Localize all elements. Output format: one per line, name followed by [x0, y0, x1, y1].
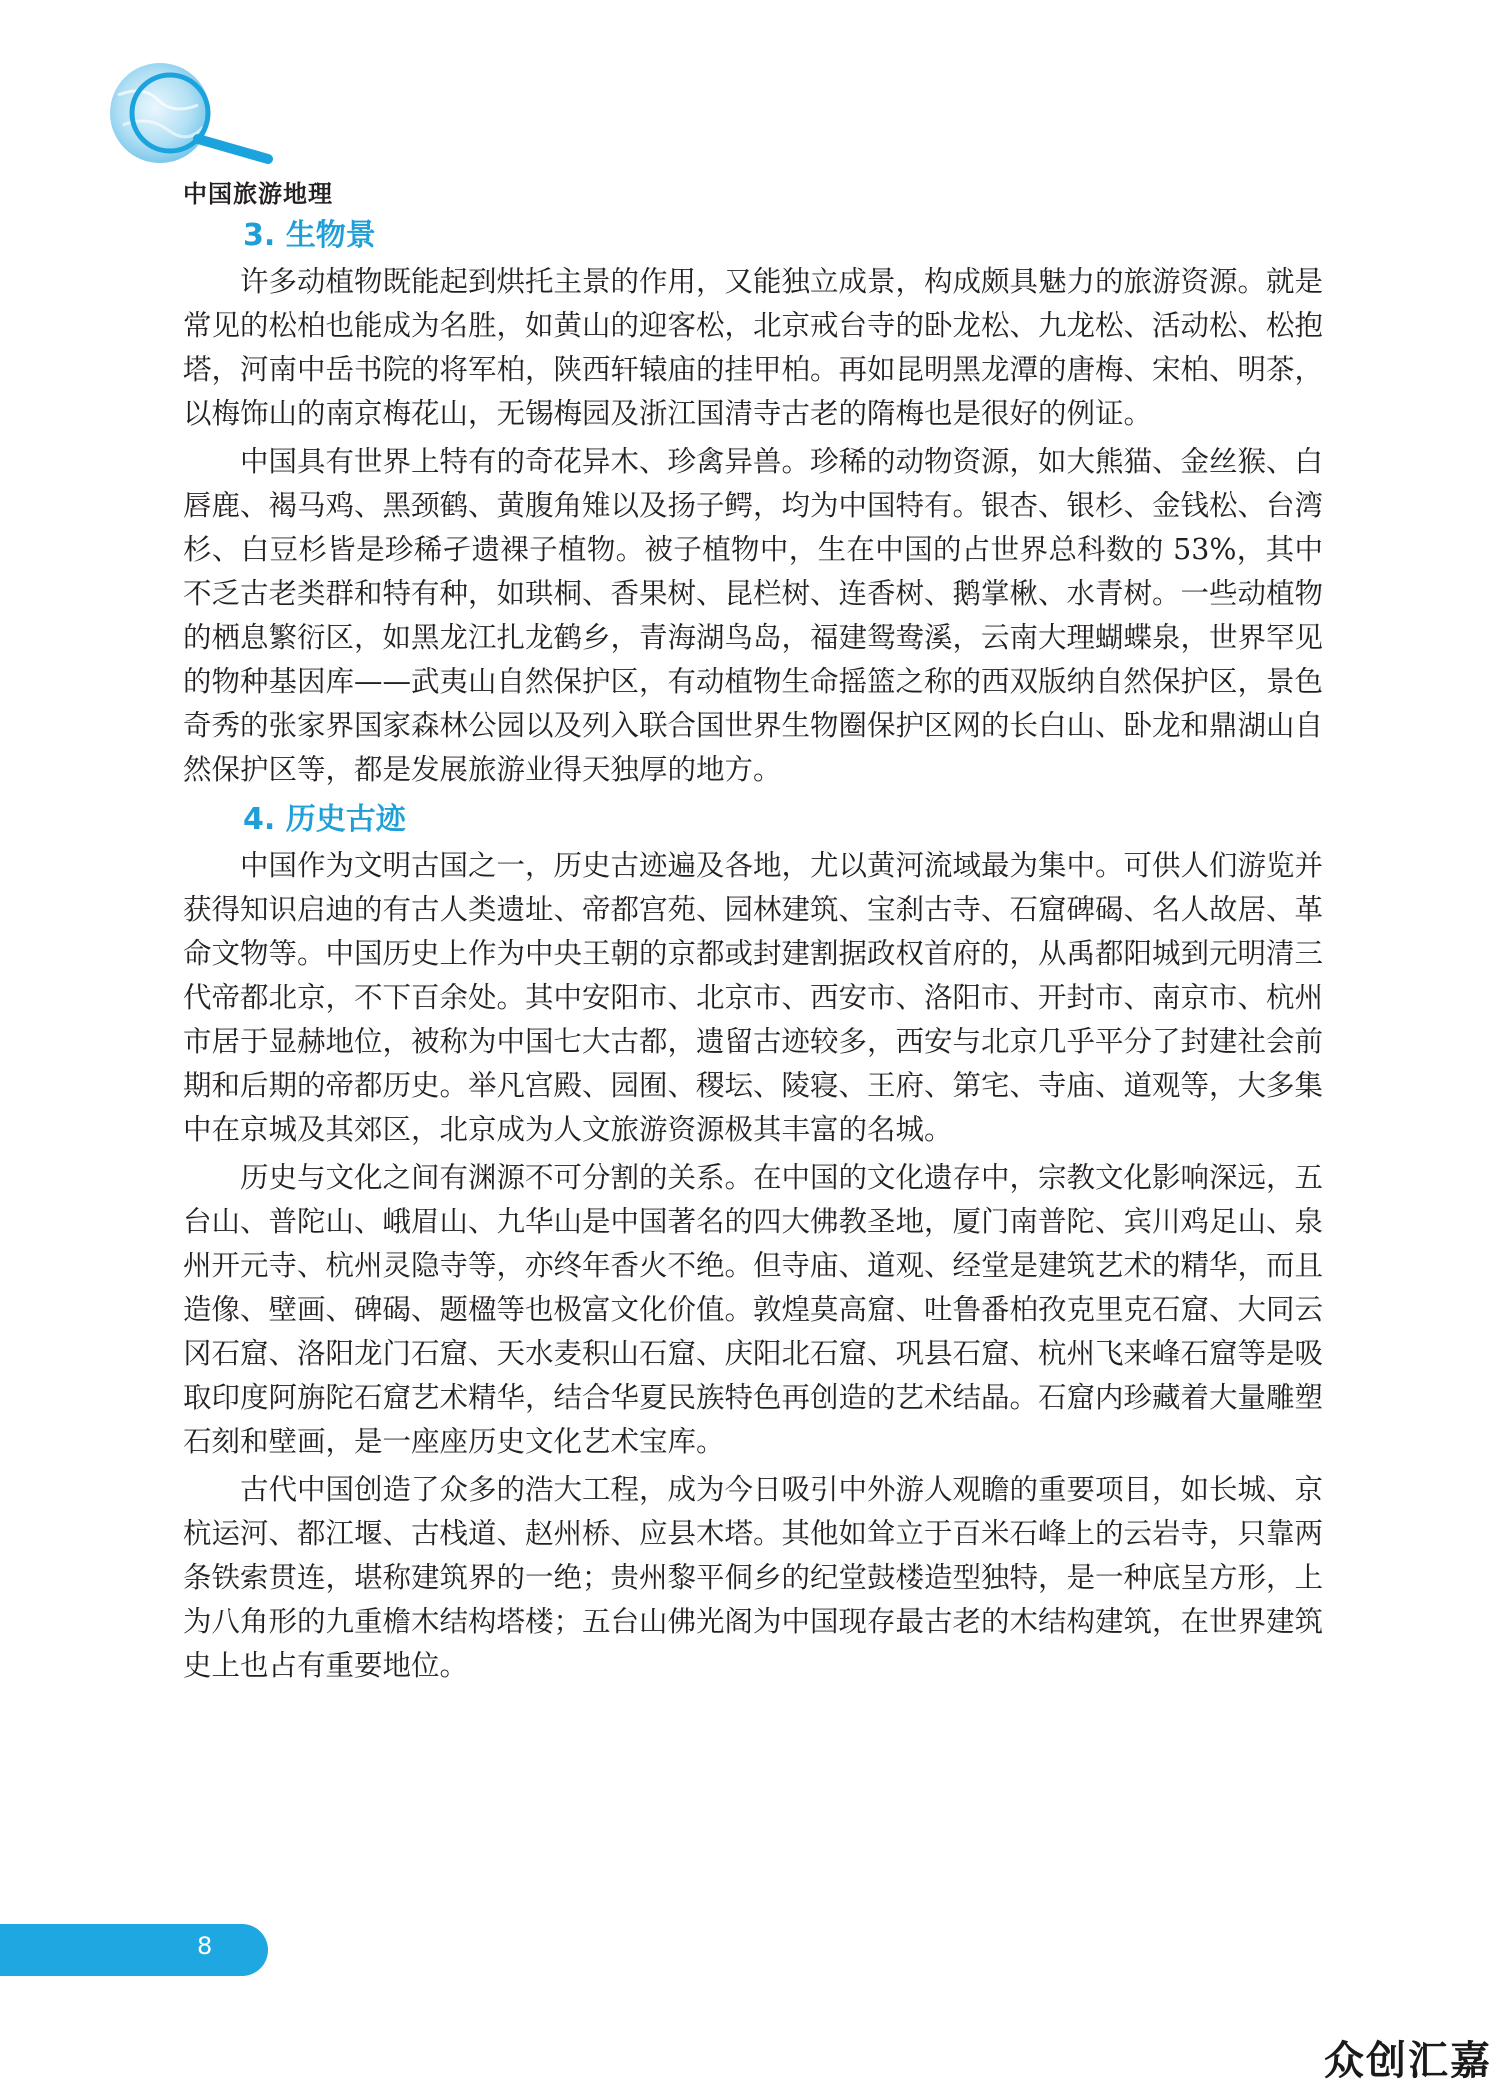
paragraph: 中国具有世界上特有的奇花异木、珍禽异兽。珍稀的动物资源，如大熊猫、金丝猴、白唇鹿、褐马鸡、黑颈鹤、黄腹角雉以及扬子鳄，均为中国特有。银杏、银杉、金钱松、台湾杉、白豆杉皆是珍稀孑遗裸子植物。被子植物中，生在中国的占世界总科数的 53%，其中不乏古老类群和特有种，如珙桐、香果树、昆栏树、连香树、鹅掌楸、水青树。一些动植物的栖息繁衍区，如黑龙江扎龙鹤乡，青海湖鸟岛，福建鸳鸯溪，云南大理蝴蝶泉，世界罕见的物种基因库——武夷山自然保护区，有动植物生命摇篮之称的西双版纳自然保护区，景色奇秀的张家界国家森林公园以及列入联合国世界生物圈保护区网的长白山、卧龙和鼎湖山自然保护区等，都是发展旅游业得天独厚的地方。	[183, 445, 1324, 786]
book-title: 中国旅游地理	[183, 180, 333, 208]
section-heading-biological: 3. 生物景	[243, 218, 376, 253]
paragraph: 历史与文化之间有渊源不可分割的关系。在中国的文化遗存中，宗教文化影响深远，五台山、普陀山、峨眉山、九华山是中国著名的四大佛教圣地，厦门南普陀、宾川鸡足山、泉州开元寺、杭州灵隐寺等，亦终年香火不绝。但寺庙、道观、经堂是建筑艺术的精华，而且造像、壁画、碑碣、题楹等也极富文化价值。敦煌莫高窟、吐鲁番柏孜克里克石窟、大同云冈石窟、洛阳龙门石窟、天水麦积山石窟、庆阳北石窟、巩县石窟、杭州飞来峰石窟等是吸取印度阿旃陀石窟艺术精华，结合华夏民族特色再创造的艺术结晶。石窟内珍藏着大量雕塑石刻和壁画，是一座座历史文化艺术宝库。	[183, 1161, 1324, 1458]
main-content	[183, 212, 1323, 1692]
section-heading-historical-sites: 4. 历史古迹	[243, 802, 406, 837]
paragraph: 许多动植物既能起到烘托主景的作用，又能独立成景，构成颇具魅力的旅游资源。就是常见的松柏也能成为名胜，如黄山的迎客松，北京戒台寺的卧龙松、九龙松、活动松、松抱塔，河南中岳书院的将军柏，陕西轩辕庙的挂甲柏。再如昆明黑龙潭的唐梅、宋柏、明茶，以梅饰山的南京梅花山，无锡梅园及浙江国清寺古老的隋梅也是很好的例证。	[183, 265, 1324, 430]
page-number-tab	[0, 1924, 268, 1976]
magnifier-globe-icon	[98, 55, 298, 175]
page-number: 8	[197, 1932, 213, 1960]
paragraph: 中国作为文明古国之一，历史古迹遍及各地，尤以黄河流域最为集中。可供人们游览并获得知识启迪的有古人类遗址、帝都宫苑、园林建筑、宝刹古寺、石窟碑碣、名人故居、革命文物等。中国历史上作为中央王朝的京都或封建割据政权首府的，从禹都阳城到元明清三代帝都北京，不下百余处。其中安阳市、北京市、西安市、洛阳市、开封市、南京市、杭州市居于显赫地位，被称为中国七大古都，遗留古迹较多，西安与北京几乎平分了封建社会前期和后期的帝都历史。举凡宫殿、园囿、稷坛、陵寝、王府、第宅、寺庙、道观等，大多集中在京城及其郊区，北京成为人文旅游资源极其丰富的名城。	[183, 849, 1324, 1146]
paragraph: 古代中国创造了众多的浩大工程，成为今日吸引中外游人观瞻的重要项目，如长城、京杭运河、都江堰、古栈道、赵州桥、应县木塔。其他如耸立于百米石峰上的云岩寺，只靠两条铁索贯连，堪称建筑界的一绝；贵州黎平侗乡的纪堂鼓楼造型独特，是一种底呈方形，上为八角形的九重檐木结构塔楼；五台山佛光阁为中国现存最古老的木结构建筑，在世界建筑史上也占有重要地位。	[183, 1473, 1324, 1682]
watermark-text: 众创汇嘉	[1324, 2038, 1492, 2084]
